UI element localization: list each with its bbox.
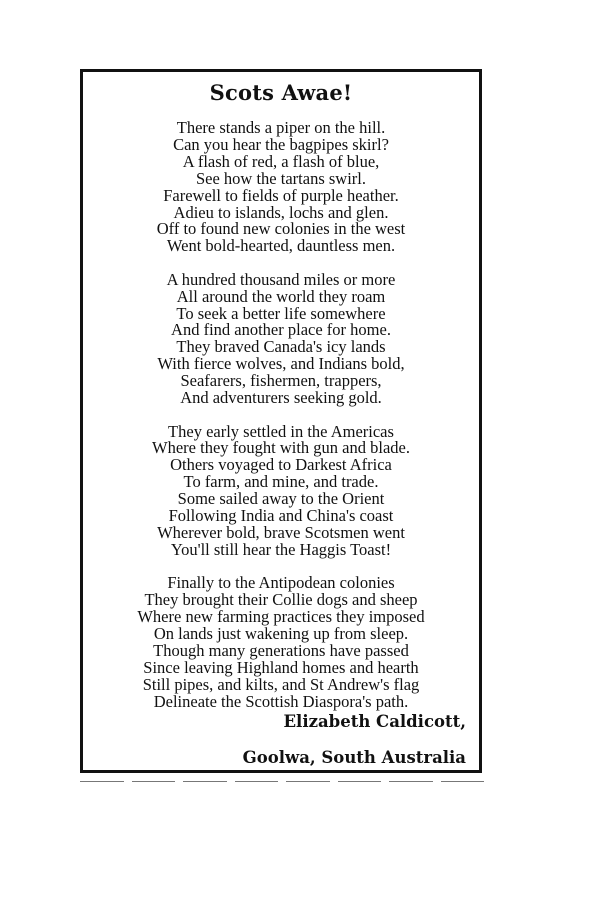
poem-line: Though many generations have passed [153, 640, 409, 660]
stanza-3 [83, 421, 479, 559]
dash-segment [441, 781, 485, 783]
poem-line: Others voyaged to Darkest Africa [170, 455, 392, 475]
poem-line: And adventurers seeking gold. [180, 388, 382, 408]
poem-line: Can you hear the bagpipes skirl? [173, 134, 389, 154]
poem-line: Since leaving Highland homes and hearth [143, 657, 419, 677]
poem-line: To farm, and mine, and trade. [183, 472, 379, 492]
poem-line: With fierce wolves, and Indians bold, [157, 354, 405, 374]
poem-line: Adieu to islands, lochs and glen. [173, 202, 389, 222]
poem-line: Finally to the Antipodean colonies [167, 573, 395, 593]
poem-line: And find another place for home. [171, 320, 391, 340]
poem-title: Scots Awae! [209, 80, 353, 105]
poem-body [83, 120, 479, 727]
poem-line: You'll still hear the Haggis Toast! [170, 539, 392, 559]
author-location: Goolwa, South Australia [242, 748, 466, 767]
dash-segment [286, 781, 330, 783]
poem-line: Went bold-hearted, dauntless men. [166, 236, 396, 256]
poem-line: Some sailed away to the Orient [177, 489, 385, 509]
poem-line: Where new farming practices they imposed [137, 607, 425, 627]
poem-line: Off to found new colonies in the west [156, 219, 406, 239]
dash-segment [132, 781, 176, 783]
poem-line: They braved Canada's icy lands [176, 337, 386, 357]
cut-line-divider [80, 781, 484, 783]
poem-line: On lands just wakening up from sleep. [153, 623, 409, 643]
dash-segment [80, 781, 124, 783]
poem-line: Wherever bold, brave Scotsmen went [157, 522, 405, 542]
poem-line: Still pipes, and kilts, and St Andrew's flag [142, 674, 420, 694]
dash-segment [235, 781, 279, 783]
author-name: Elizabeth Caldicott, [283, 712, 466, 731]
stanza-2 [83, 269, 479, 408]
poem-line: To seek a better life somewhere [176, 303, 386, 323]
poem-line: A hundred thousand miles or more [166, 269, 396, 289]
poem-line: Delineate the Scottish Diaspora's path. [153, 691, 409, 711]
poem-line: See how the tartans swirl. [195, 168, 366, 188]
dash-segment [338, 781, 382, 783]
poem-frame [80, 69, 482, 773]
stanza-4 [83, 575, 479, 710]
poem-line: Where they fought with gun and blade. [152, 438, 410, 458]
poem-line: Farewell to fields of purple heather. [163, 185, 399, 205]
dash-segment [183, 781, 227, 783]
poem-line: Following India and China's coast [168, 506, 394, 526]
stanza-1 [83, 120, 479, 255]
poem-line: A flash of red, a flash of blue, [182, 151, 380, 171]
poem-line: They early settled in the Americas [168, 421, 394, 441]
poem-line: They brought their Collie dogs and sheep [144, 590, 418, 610]
poem-line: Seafarers, fishermen, trappers, [180, 371, 382, 391]
poem-line: There stands a piper on the hill. [176, 118, 386, 137]
dash-segment [389, 781, 433, 783]
poem-line: All around the world they roam [176, 286, 386, 306]
